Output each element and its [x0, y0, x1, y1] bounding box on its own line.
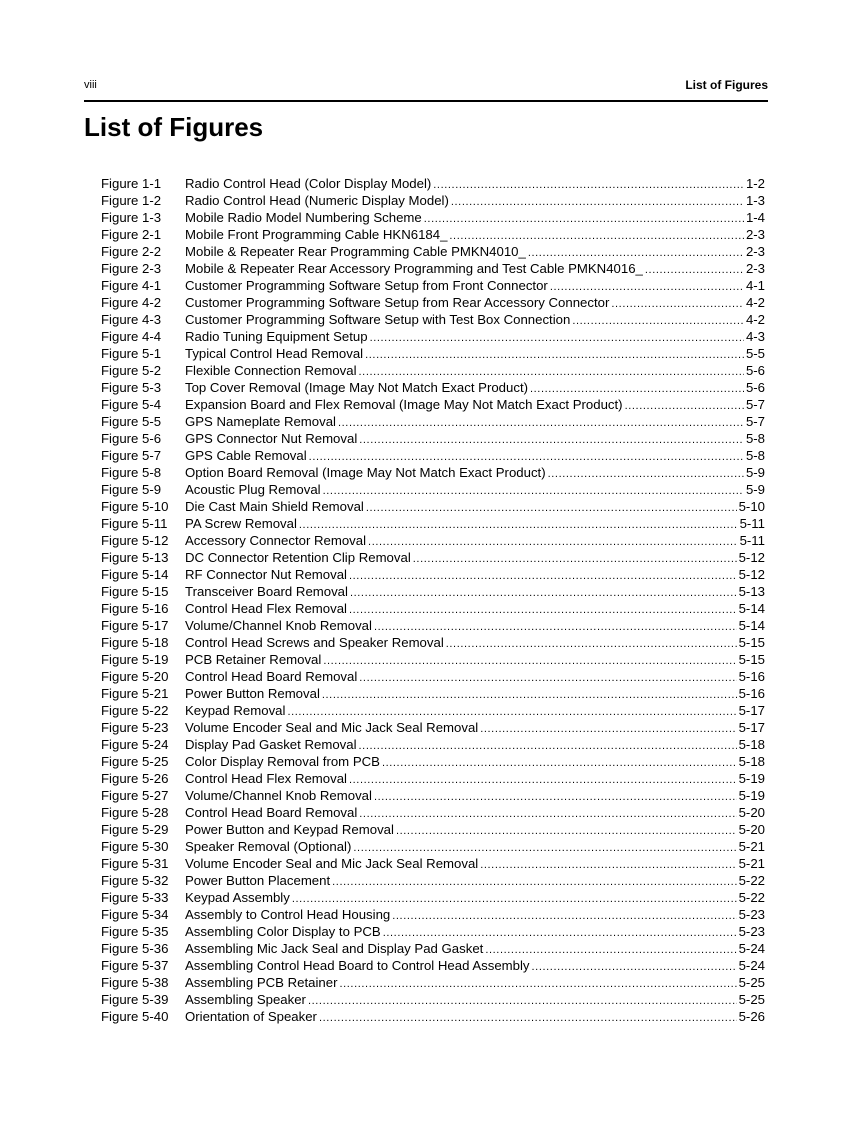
figure-title: Radio Control Head (Numeric Display Model) [185, 193, 449, 208]
list-item[interactable] [101, 209, 765, 226]
figure-page: 5-18 [738, 737, 765, 752]
figure-title: Customer Programming Software Setup with Test Box Connection [185, 312, 571, 327]
figure-title: Volume/Channel Knob Removal [185, 788, 372, 803]
figure-page: 5-25 [738, 992, 765, 1007]
figure-title: Top Cover Removal (Image May Not Match Exact Product) [185, 380, 528, 395]
figure-title: Control Head Screws and Speaker Removal [185, 635, 444, 650]
list-item[interactable] [101, 430, 765, 447]
list-item[interactable] [101, 175, 765, 192]
list-item[interactable] [101, 923, 765, 940]
dot-leader [322, 687, 737, 704]
figure-page: 5-16 [738, 686, 765, 701]
dot-leader [480, 857, 736, 874]
dot-leader [359, 738, 737, 755]
figure-title: Assembling Control Head Board to Control Head Assembly [185, 958, 530, 973]
page-header [84, 77, 768, 95]
figure-number: Figure 5-5 [101, 414, 162, 429]
list-item[interactable] [101, 736, 765, 753]
figure-page: 5-21 [738, 856, 765, 871]
figure-title: Display Pad Gasket Removal [185, 737, 357, 752]
dot-leader [532, 959, 737, 976]
list-item[interactable] [101, 277, 765, 294]
figure-number: Figure 5-22 [101, 703, 169, 718]
list-item[interactable] [101, 447, 765, 464]
figure-number: Figure 5-34 [101, 907, 169, 922]
dot-leader [349, 772, 737, 789]
dot-leader [308, 993, 737, 1010]
figure-title: Power Button Removal [185, 686, 320, 701]
figure-page: 5-8 [745, 431, 765, 446]
dot-leader [374, 789, 737, 806]
figure-number: Figure 5-16 [101, 601, 169, 616]
header-rule [84, 100, 768, 102]
figure-title: Acoustic Plug Removal [185, 482, 321, 497]
figure-page: 5-13 [738, 584, 765, 599]
list-item[interactable] [101, 379, 765, 396]
dot-leader [359, 806, 736, 823]
figure-page: 4-2 [745, 312, 765, 327]
list-item[interactable] [101, 583, 765, 600]
list-item[interactable] [101, 872, 765, 889]
list-item[interactable] [101, 345, 765, 362]
figure-number: Figure 5-1 [101, 346, 162, 361]
figure-page: 5-7 [745, 414, 765, 429]
figure-page: 5-9 [745, 482, 765, 497]
figure-number: Figure 5-35 [101, 924, 169, 939]
figure-page: 5-5 [745, 346, 765, 361]
figure-title: Volume Encoder Seal and Mic Jack Seal Removal [185, 856, 479, 871]
figure-page: 5-20 [738, 805, 765, 820]
figure-title: Volume Encoder Seal and Mic Jack Seal Removal [185, 720, 479, 735]
figure-page: 4-3 [745, 329, 765, 344]
figure-page: 5-26 [738, 1009, 765, 1024]
figure-page: 5-9 [745, 465, 765, 480]
figure-number: Figure 5-4 [101, 397, 162, 412]
figure-title: Assembling PCB Retainer [185, 975, 338, 990]
list-item[interactable] [101, 753, 765, 770]
list-item[interactable] [101, 770, 765, 787]
figure-title: Keypad Assembly [185, 890, 290, 905]
dot-leader [645, 262, 744, 279]
figure-title: Control Head Flex Removal [185, 771, 347, 786]
figure-page: 5-24 [738, 958, 765, 973]
figure-number: Figure 5-9 [101, 482, 162, 497]
dot-leader [572, 313, 744, 330]
figure-number: Figure 5-28 [101, 805, 169, 820]
dot-leader [339, 976, 736, 993]
figure-title: DC Connector Retention Clip Removal [185, 550, 411, 565]
page-title: List of Figures [84, 112, 264, 142]
figure-page: 4-1 [745, 278, 765, 293]
figure-title: Typical Control Head Removal [185, 346, 364, 361]
figure-title: Keypad Removal [185, 703, 286, 718]
dot-leader [625, 398, 744, 415]
figure-number: Figure 5-21 [101, 686, 169, 701]
figure-number: Figure 5-17 [101, 618, 169, 633]
figure-page: 5-10 [738, 499, 765, 514]
list-item[interactable] [101, 498, 765, 515]
list-item[interactable] [101, 566, 765, 583]
list-item[interactable] [101, 362, 765, 379]
figure-number: Figure 5-26 [101, 771, 169, 786]
figure-title: Power Button and Keypad Removal [185, 822, 394, 837]
list-item[interactable] [101, 549, 765, 566]
figure-number: Figure 5-7 [101, 448, 162, 463]
figure-page: 5-11 [739, 533, 765, 548]
figure-page: 5-22 [738, 873, 765, 888]
dot-leader [368, 534, 738, 551]
figure-page: 1-2 [745, 176, 765, 191]
figure-title: GPS Nameplate Removal [185, 414, 336, 429]
dot-leader [396, 823, 737, 840]
list-item[interactable] [101, 311, 765, 328]
figure-number: Figure 5-40 [101, 1009, 169, 1024]
figure-title: Expansion Board and Flex Removal (Image May Not Match Exact Product) [185, 397, 623, 412]
figure-title: GPS Connector Nut Removal [185, 431, 358, 446]
figure-number: Figure 5-2 [101, 363, 162, 378]
figure-title: Mobile & Repeater Rear Programming Cable PMKN4010_ [185, 244, 526, 259]
figure-number: Figure 5-31 [101, 856, 169, 871]
figure-page: 5-15 [738, 635, 765, 650]
figure-number: Figure 5-3 [101, 380, 162, 395]
list-item[interactable] [101, 702, 765, 719]
list-item[interactable] [101, 481, 765, 498]
dot-leader [548, 466, 744, 483]
figure-page: 5-6 [745, 380, 765, 395]
figure-number: Figure 5-30 [101, 839, 169, 854]
figure-page: 5-22 [738, 890, 765, 905]
figure-number: Figure 5-11 [101, 516, 168, 531]
page-number: viii [84, 79, 97, 91]
list-item[interactable] [101, 328, 765, 345]
figure-number: Figure 5-10 [101, 499, 169, 514]
dot-leader [323, 653, 736, 670]
list-item[interactable] [101, 651, 765, 668]
figure-page: 2-3 [745, 261, 765, 276]
figure-page: 5-18 [738, 754, 765, 769]
dot-leader [480, 721, 736, 738]
figure-title: Transceiver Board Removal [185, 584, 348, 599]
dot-leader [323, 483, 744, 500]
list-item[interactable] [101, 515, 765, 532]
list-item[interactable] [101, 889, 765, 906]
figure-number: Figure 5-14 [101, 567, 169, 582]
figure-page: 5-19 [738, 771, 765, 786]
figure-page: 5-23 [738, 907, 765, 922]
dot-leader [424, 211, 744, 228]
figure-page: 5-12 [738, 567, 765, 582]
figure-number: Figure 5-27 [101, 788, 169, 803]
dot-leader [433, 177, 744, 194]
list-item[interactable] [101, 226, 765, 243]
figure-number: Figure 5-38 [101, 975, 169, 990]
dot-leader [349, 602, 737, 619]
list-item[interactable] [101, 413, 765, 430]
figure-title: Control Head Board Removal [185, 669, 358, 684]
figure-page: 5-14 [738, 618, 765, 633]
list-item[interactable] [101, 243, 765, 260]
figure-page: 2-3 [745, 244, 765, 259]
figure-number: Figure 5-24 [101, 737, 169, 752]
dot-leader [349, 568, 737, 585]
figure-page: 5-21 [738, 839, 765, 854]
list-item[interactable] [101, 787, 765, 804]
list-item[interactable] [101, 804, 765, 821]
figure-title: Radio Control Head (Color Display Model) [185, 176, 432, 191]
figure-page: 5-17 [738, 720, 765, 735]
list-item[interactable] [101, 396, 765, 413]
figure-title: Assembly to Control Head Housing [185, 907, 391, 922]
figure-title: Control Head Board Removal [185, 805, 358, 820]
dot-leader [611, 296, 744, 313]
dot-leader [359, 432, 744, 449]
dot-leader [392, 908, 736, 925]
figure-number: Figure 5-39 [101, 992, 169, 1007]
figure-list [101, 175, 765, 1025]
list-item[interactable] [101, 974, 765, 991]
figure-title: Mobile Front Programming Cable HKN6184_ [185, 227, 448, 242]
list-item[interactable] [101, 617, 765, 634]
dot-leader [350, 585, 737, 602]
figure-title: Accessory Connector Removal [185, 533, 367, 548]
figure-page: 5-6 [745, 363, 765, 378]
figure-number: Figure 5-6 [101, 431, 162, 446]
figure-page: 5-11 [739, 516, 765, 531]
figure-number: Figure 5-8 [101, 465, 162, 480]
list-item[interactable] [101, 260, 765, 277]
figure-title: Option Board Removal (Image May Not Match Exact Product) [185, 465, 546, 480]
figure-number: Figure 4-3 [101, 312, 162, 327]
running-title: List of Figures [685, 78, 768, 92]
figure-number: Figure 2-3 [101, 261, 162, 276]
figure-number: Figure 5-36 [101, 941, 169, 956]
list-item[interactable] [101, 668, 765, 685]
figure-number: Figure 2-2 [101, 244, 162, 259]
figure-page: 5-20 [738, 822, 765, 837]
figure-title: GPS Cable Removal [185, 448, 307, 463]
figure-page: 5-7 [745, 397, 765, 412]
list-item[interactable] [101, 906, 765, 923]
dot-leader [413, 551, 737, 568]
list-item[interactable] [101, 464, 765, 481]
dot-leader [359, 670, 736, 687]
list-item[interactable] [101, 991, 765, 1008]
list-item[interactable] [101, 532, 765, 549]
figure-number: Figure 5-19 [101, 652, 169, 667]
figure-title: Orientation of Speaker [185, 1009, 317, 1024]
figure-title: Assembling Speaker [185, 992, 306, 1007]
figure-number: Figure 5-18 [101, 635, 169, 650]
list-item[interactable] [101, 855, 765, 872]
figure-title: Mobile Radio Model Numbering Scheme [185, 210, 422, 225]
figure-page: 5-17 [738, 703, 765, 718]
figure-page: 5-16 [738, 669, 765, 684]
figure-number: Figure 5-33 [101, 890, 169, 905]
list-item[interactable] [101, 940, 765, 957]
figure-title: Customer Programming Software Setup from Front Connector [185, 278, 548, 293]
figure-number: Figure 4-4 [101, 329, 162, 344]
list-item[interactable] [101, 685, 765, 702]
dot-leader [319, 1010, 737, 1027]
figure-page: 5-25 [738, 975, 765, 990]
figure-title: Radio Tuning Equipment Setup [185, 329, 368, 344]
dot-leader [370, 330, 744, 347]
figure-number: Figure 5-25 [101, 754, 169, 769]
list-item[interactable] [101, 838, 765, 855]
figure-title: Control Head Flex Removal [185, 601, 347, 616]
figure-page: 5-24 [738, 941, 765, 956]
figure-title: Assembling Color Display to PCB [185, 924, 381, 939]
figure-page: 2-3 [745, 227, 765, 242]
figure-title: Flexible Connection Removal [185, 363, 357, 378]
figure-page: 1-3 [745, 193, 765, 208]
figure-number: Figure 5-37 [101, 958, 169, 973]
list-item[interactable] [101, 719, 765, 736]
figure-title: Speaker Removal (Optional) [185, 839, 352, 854]
dot-leader [338, 415, 744, 432]
figure-title: Power Button Placement [185, 873, 331, 888]
figure-title: Die Cast Main Shield Removal [185, 499, 364, 514]
figure-number: Figure 2-1 [101, 227, 162, 242]
figure-page: 1-4 [745, 210, 765, 225]
figure-page: 5-19 [738, 788, 765, 803]
figure-page: 5-23 [738, 924, 765, 939]
dot-leader [451, 194, 744, 211]
figure-number: Figure 1-1 [101, 176, 162, 191]
list-item[interactable] [101, 192, 765, 209]
figure-number: Figure 4-2 [101, 295, 162, 310]
figure-page: 5-8 [745, 448, 765, 463]
figure-number: Figure 1-3 [101, 210, 162, 225]
figure-number: Figure 5-20 [101, 669, 169, 684]
list-item[interactable] [101, 634, 765, 651]
figure-number: Figure 1-2 [101, 193, 162, 208]
list-item[interactable] [101, 957, 765, 974]
dot-leader [365, 347, 744, 364]
figure-title: PA Screw Removal [185, 516, 297, 531]
dot-leader [332, 874, 736, 891]
figure-page: 5-14 [738, 601, 765, 616]
figure-title: Volume/Channel Knob Removal [185, 618, 372, 633]
figure-title: Color Display Removal from PCB [185, 754, 380, 769]
dot-leader [382, 755, 737, 772]
figure-title: Customer Programming Software Setup from Rear Accessory Connector [185, 295, 610, 310]
figure-number: Figure 5-15 [101, 584, 169, 599]
list-item[interactable] [101, 821, 765, 838]
figure-page: 5-12 [738, 550, 765, 565]
figure-number: Figure 5-32 [101, 873, 169, 888]
dot-leader [446, 636, 737, 653]
figure-title: Assembling Mic Jack Seal and Display Pad Gasket [185, 941, 484, 956]
dot-leader [366, 500, 737, 517]
list-item[interactable] [101, 600, 765, 617]
figure-number: Figure 5-29 [101, 822, 169, 837]
figure-number: Figure 4-1 [101, 278, 162, 293]
figure-page: 4-2 [745, 295, 765, 310]
list-item[interactable] [101, 294, 765, 311]
figure-title: PCB Retainer Removal [185, 652, 322, 667]
list-item[interactable] [101, 1008, 765, 1025]
figure-number: Figure 5-23 [101, 720, 169, 735]
figure-number: Figure 5-13 [101, 550, 169, 565]
figure-number: Figure 5-12 [101, 533, 169, 548]
figure-title: RF Connector Nut Removal [185, 567, 347, 582]
figure-page: 5-15 [738, 652, 765, 667]
figure-title: Mobile & Repeater Rear Accessory Programming and Test Cable PMKN4016_ [185, 261, 643, 276]
